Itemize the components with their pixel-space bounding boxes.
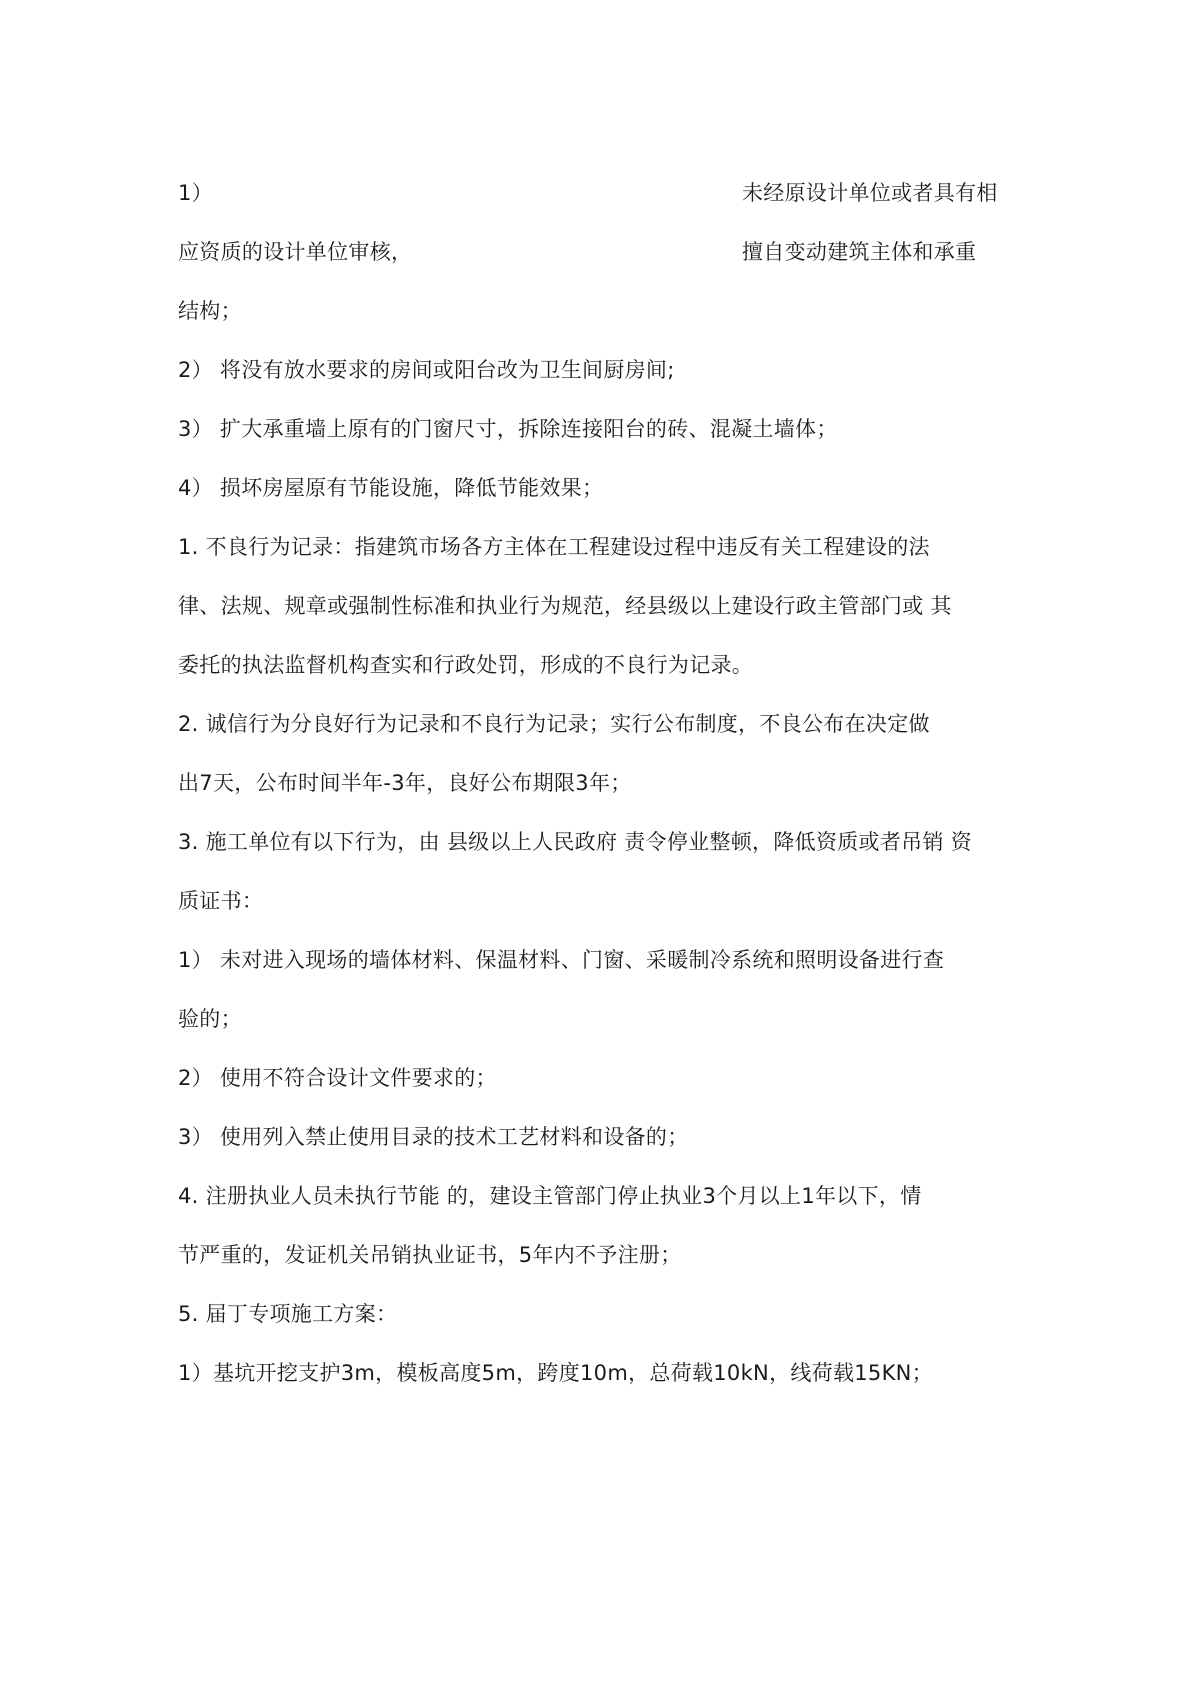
text-line: 2. 诚信行为分良好行为记录和不良行为记录；实行公布制度，不良公布在决定做	[178, 712, 930, 736]
text-line: 律、法规、规章或强制性标准和执业行为规范，经县级以上建设行政主管部门或 其	[178, 594, 952, 618]
header-row1-left: 1）	[178, 181, 213, 205]
text-line: 出7天，公布时间半年-3年，良好公布期限3年；	[178, 771, 632, 795]
text-line: 结构；	[178, 299, 242, 323]
text-line: 2） 将没有放水要求的房间或阳台改为卫生间厨房间;	[178, 358, 675, 382]
text-line: 委托的执法监督机构查实和行政处罚，形成的不良行为记录。	[178, 653, 754, 677]
text-line: 1）基坑开挖支护3m，模板高度5m，跨度10m，总荷载10kN，线荷载15KN；	[178, 1361, 933, 1385]
text-line: 2） 使用不符合设计文件要求的；	[178, 1066, 497, 1090]
text-line: 5. 届丁专项施工方案：	[178, 1302, 398, 1326]
header-row1-right: 未经原设计单位或者具有相	[742, 181, 998, 205]
text-line: 1） 未对进入现场的墙体材料、保温材料、门窗、采暖制冷系统和照明设备进行查	[178, 948, 945, 972]
text-line: 3. 施工单位有以下行为，由 县级以上人民政府 责令停业整顿，降低资质或者吊销 资	[178, 830, 973, 854]
header-row2-right: 擅自变动建筑主体和承重	[742, 240, 977, 264]
text-line: 1. 不良行为记录：指建筑市场各方主体在工程建设过程中违反有关工程建设的法	[178, 535, 930, 559]
text-line: 节严重的，发证机关吊销执业证书，5年内不予注册；	[178, 1243, 682, 1267]
header-row2-left: 应资质的设计单位审核，	[178, 240, 413, 264]
text-line: 4. 注册执业人员未执行节能 的，建设主管部门停止执业3个月以上1年以下，情	[178, 1184, 922, 1208]
text-line: 3） 扩大承重墙上原有的门窗尺寸，拆除连接阳台的砖、混凝土墙体；	[178, 417, 838, 441]
text-line: 4） 损坏房屋原有节能设施，降低节能效果；	[178, 476, 604, 500]
text-line: 验的；	[178, 1007, 242, 1031]
text-line: 质证书：	[178, 889, 264, 913]
text-line: 3） 使用列入禁止使用目录的技术工艺材料和设备的；	[178, 1125, 689, 1149]
